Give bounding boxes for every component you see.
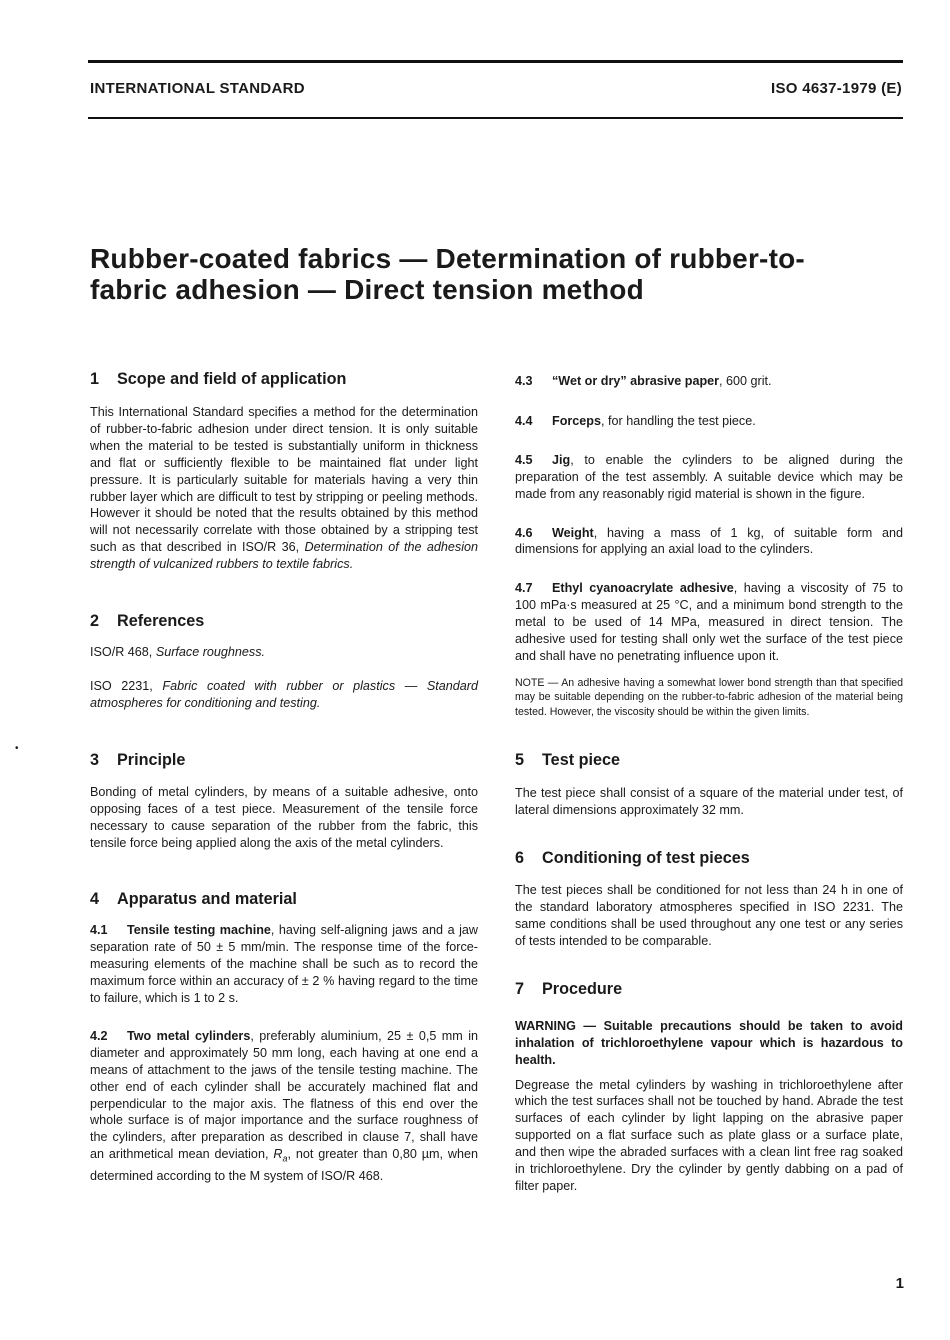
section-number: 7 bbox=[515, 979, 525, 998]
section-title: Procedure bbox=[542, 979, 623, 998]
clause-number: 4.3 bbox=[515, 374, 533, 388]
section-title: Scope and field of application bbox=[117, 370, 347, 388]
clause-4-4 bbox=[515, 413, 903, 430]
right-column bbox=[515, 373, 903, 1195]
roughness-symbol: $R_a$ bbox=[273, 1147, 288, 1164]
section-title: References bbox=[117, 612, 205, 631]
clause-number: 4.6 bbox=[515, 525, 533, 540]
section-number: 1 bbox=[90, 370, 100, 388]
section-5-text: The test piece shall consist of a square of the material under test, of lateral dimensions approximately 32 mm. bbox=[515, 786, 903, 818]
stray-mark: • bbox=[15, 743, 19, 754]
section-1-text bbox=[90, 404, 478, 573]
clause-4-5 bbox=[515, 452, 903, 503]
reference-2 bbox=[90, 678, 478, 712]
clause-text: , for handling the test piece. bbox=[601, 413, 756, 428]
procedure-warning: WARNING — Suitable precautions should be taken to avoid inhalation of trichloroethylene vapour which is hazardous to health. bbox=[515, 1018, 903, 1067]
clause-4-2 bbox=[90, 1028, 478, 1185]
clause-number: 4.1 bbox=[90, 923, 108, 938]
section-number: 6 bbox=[515, 849, 525, 868]
clause-term: Jig bbox=[552, 452, 571, 467]
header-top-rule bbox=[88, 60, 903, 63]
section-number: 3 bbox=[90, 750, 100, 769]
ref-number: ISO 2231, bbox=[90, 678, 163, 693]
ref-title: Surface roughness. bbox=[155, 645, 266, 660]
header-document-number: ISO 4637-1979 (E) bbox=[770, 80, 902, 97]
section-number: 5 bbox=[515, 751, 525, 770]
section-3-text: Bonding of metal cylinders, by means of a suitable adhesive, onto opposing faces of a test piece. Measurement of the tensile force necessary to cause separation of the rubber from the fabric, this tensile force being applied along the axis of the metal cylinders. bbox=[90, 784, 478, 850]
section-4-heading bbox=[90, 888, 478, 910]
ref-number: ISO/R 468, bbox=[90, 645, 156, 660]
clause-text: , to enable the cylinders to be aligned during the preparation of the test assembly. A suitable device which may be made from any reasonably rigid material is shown in the figure. bbox=[515, 452, 903, 501]
title-line-1: Rubber-coated fabrics — Determination of rubber-to- bbox=[90, 243, 805, 274]
page-number: 1 bbox=[895, 1275, 904, 1292]
clause-number: 4.5 bbox=[515, 452, 533, 467]
clause-text: , having self-aligning jaws and a jaw separation rate of 50 ± 5 mm/min. The response time of the force-measuring elements of the machine shall be such as to record the maximum force within an accuracy of ± 2 % having regard to the time to failure, which is 1 to 2 s. bbox=[90, 923, 478, 1006]
section-title: Conditioning of test pieces bbox=[542, 849, 750, 868]
clause-term: Two metal cylinders bbox=[127, 1028, 251, 1043]
clause-4-1 bbox=[90, 922, 478, 1007]
clause-number: 4.7 bbox=[515, 581, 533, 596]
section-title: Test piece bbox=[542, 751, 620, 770]
section-1-heading bbox=[90, 368, 478, 390]
title-line-2: fabric adhesion — Direct tension method bbox=[90, 274, 644, 305]
section-2-heading bbox=[90, 610, 478, 632]
section-7-text: Degrease the metal cylinders by washing in trichloroethylene after which the test surfaces shall not be touched by hand. Abrade the test surfaces of each cylinder by light lapping on the abrasive paper supported on a flat surface such as plate glass or a surface plate, and then wipe the abraded surfaces with a clean lint free rag soaked in trichloroethylene. Dry the cylinder by gently dabbing on a pad of filter paper. bbox=[515, 1077, 903, 1193]
clause-4-6 bbox=[515, 525, 903, 559]
clause-number: 4.4 bbox=[515, 413, 533, 428]
section-5-heading bbox=[515, 749, 903, 771]
reference-1 bbox=[90, 644, 478, 661]
section-title: Principle bbox=[117, 750, 186, 769]
clause-term: Tensile testing machine bbox=[127, 923, 271, 938]
cited-title: Determination of the adhesion strength of vulcanized rubbers to textile fabrics. bbox=[90, 540, 478, 572]
clause-4-7 bbox=[515, 580, 903, 665]
section-6-heading bbox=[515, 847, 903, 869]
ref-title: Fabric coated with rubber or plastics — Standard atmospheres for conditioning and testing. bbox=[90, 678, 478, 710]
left-column bbox=[90, 368, 478, 1185]
body-text: This International Standard specifies a method for the determination of rubber-to-fabric adhesion under direct tension. It is only suitable when the material to be tested is substantially uniform in thickness and flat or sufficiently flexible to be maintained flat under light pressure. It is particularly suitable for materials having a very thin rubber layer which are difficult to test by stripping or peeling methods. However it should be noted that the results obtained by this method will not necessarily correlate with those obtained by a stripping test such as that described in ISO/R 36, bbox=[90, 405, 478, 555]
clause-text: , 600 grit. bbox=[719, 374, 772, 388]
section-7-heading bbox=[515, 978, 903, 1000]
section-title: Apparatus and material bbox=[117, 890, 297, 909]
section-6-text: The test pieces shall be conditioned for not less than 24 h in one of the standard laboratory atmospheres specified in ISO 2231. The same conditions shall be used throughout any one test or any series of tests intended to be comparable. bbox=[515, 883, 903, 948]
page-title bbox=[90, 243, 890, 305]
clause-text: , having a mass of 1 kg, of suitable form and dimensions for applying an axial load to the cylinders. bbox=[515, 525, 903, 557]
clause-text: , having a viscosity of 75 to 100 mPa·s measured at 25 °C, and a minimum bond strength to the metal to be used of 14 MPa, measured in direct tension. The adhesive used for testing shall only wet the surface of the test piece and shall have no penetrating influence upon it. bbox=[515, 581, 903, 663]
clause-term: Forceps bbox=[552, 413, 601, 428]
clause-term: “Wet or dry” abrasive paper bbox=[552, 374, 720, 388]
clause-4-3 bbox=[515, 373, 903, 390]
clause-term: Weight bbox=[552, 525, 594, 540]
clause-text: , preferably aluminium, 25 ± 0,5 mm in diameter and approximately 50 mm long, each having at one end a means of attachment to the jaws of the tensile testing machine. The other end of each cylinder shall be accurately machined flat and perpendicular to the major axis. The flatness of this end over the whole surface is of major importance and the surface roughness of the cylinders, after preparation as described in clause 7, shall have an arithmetical mean deviation, bbox=[90, 1028, 478, 1162]
header-bottom-rule bbox=[88, 117, 903, 119]
section-number: 4 bbox=[90, 890, 100, 909]
section-3-heading bbox=[90, 749, 478, 771]
clause-term: Ethyl cyanoacrylate adhesive bbox=[552, 581, 734, 596]
section-number: 2 bbox=[90, 612, 100, 631]
clause-number: 4.2 bbox=[90, 1028, 108, 1043]
roughness-subscript: a bbox=[282, 1153, 288, 1164]
clause-text: , not greater than 0,80 µm, when determined according to the M system of ISO/R 468. bbox=[90, 1147, 478, 1183]
header-standard-label: INTERNATIONAL STANDARD bbox=[90, 80, 305, 97]
clause-4-7-note: NOTE — An adhesive having a somewhat lower bond strength than that specified may be suitable depending on the rubber-to-fabric adhesion of the material being tested. However, the viscosity should be within the given limits. bbox=[515, 676, 903, 718]
